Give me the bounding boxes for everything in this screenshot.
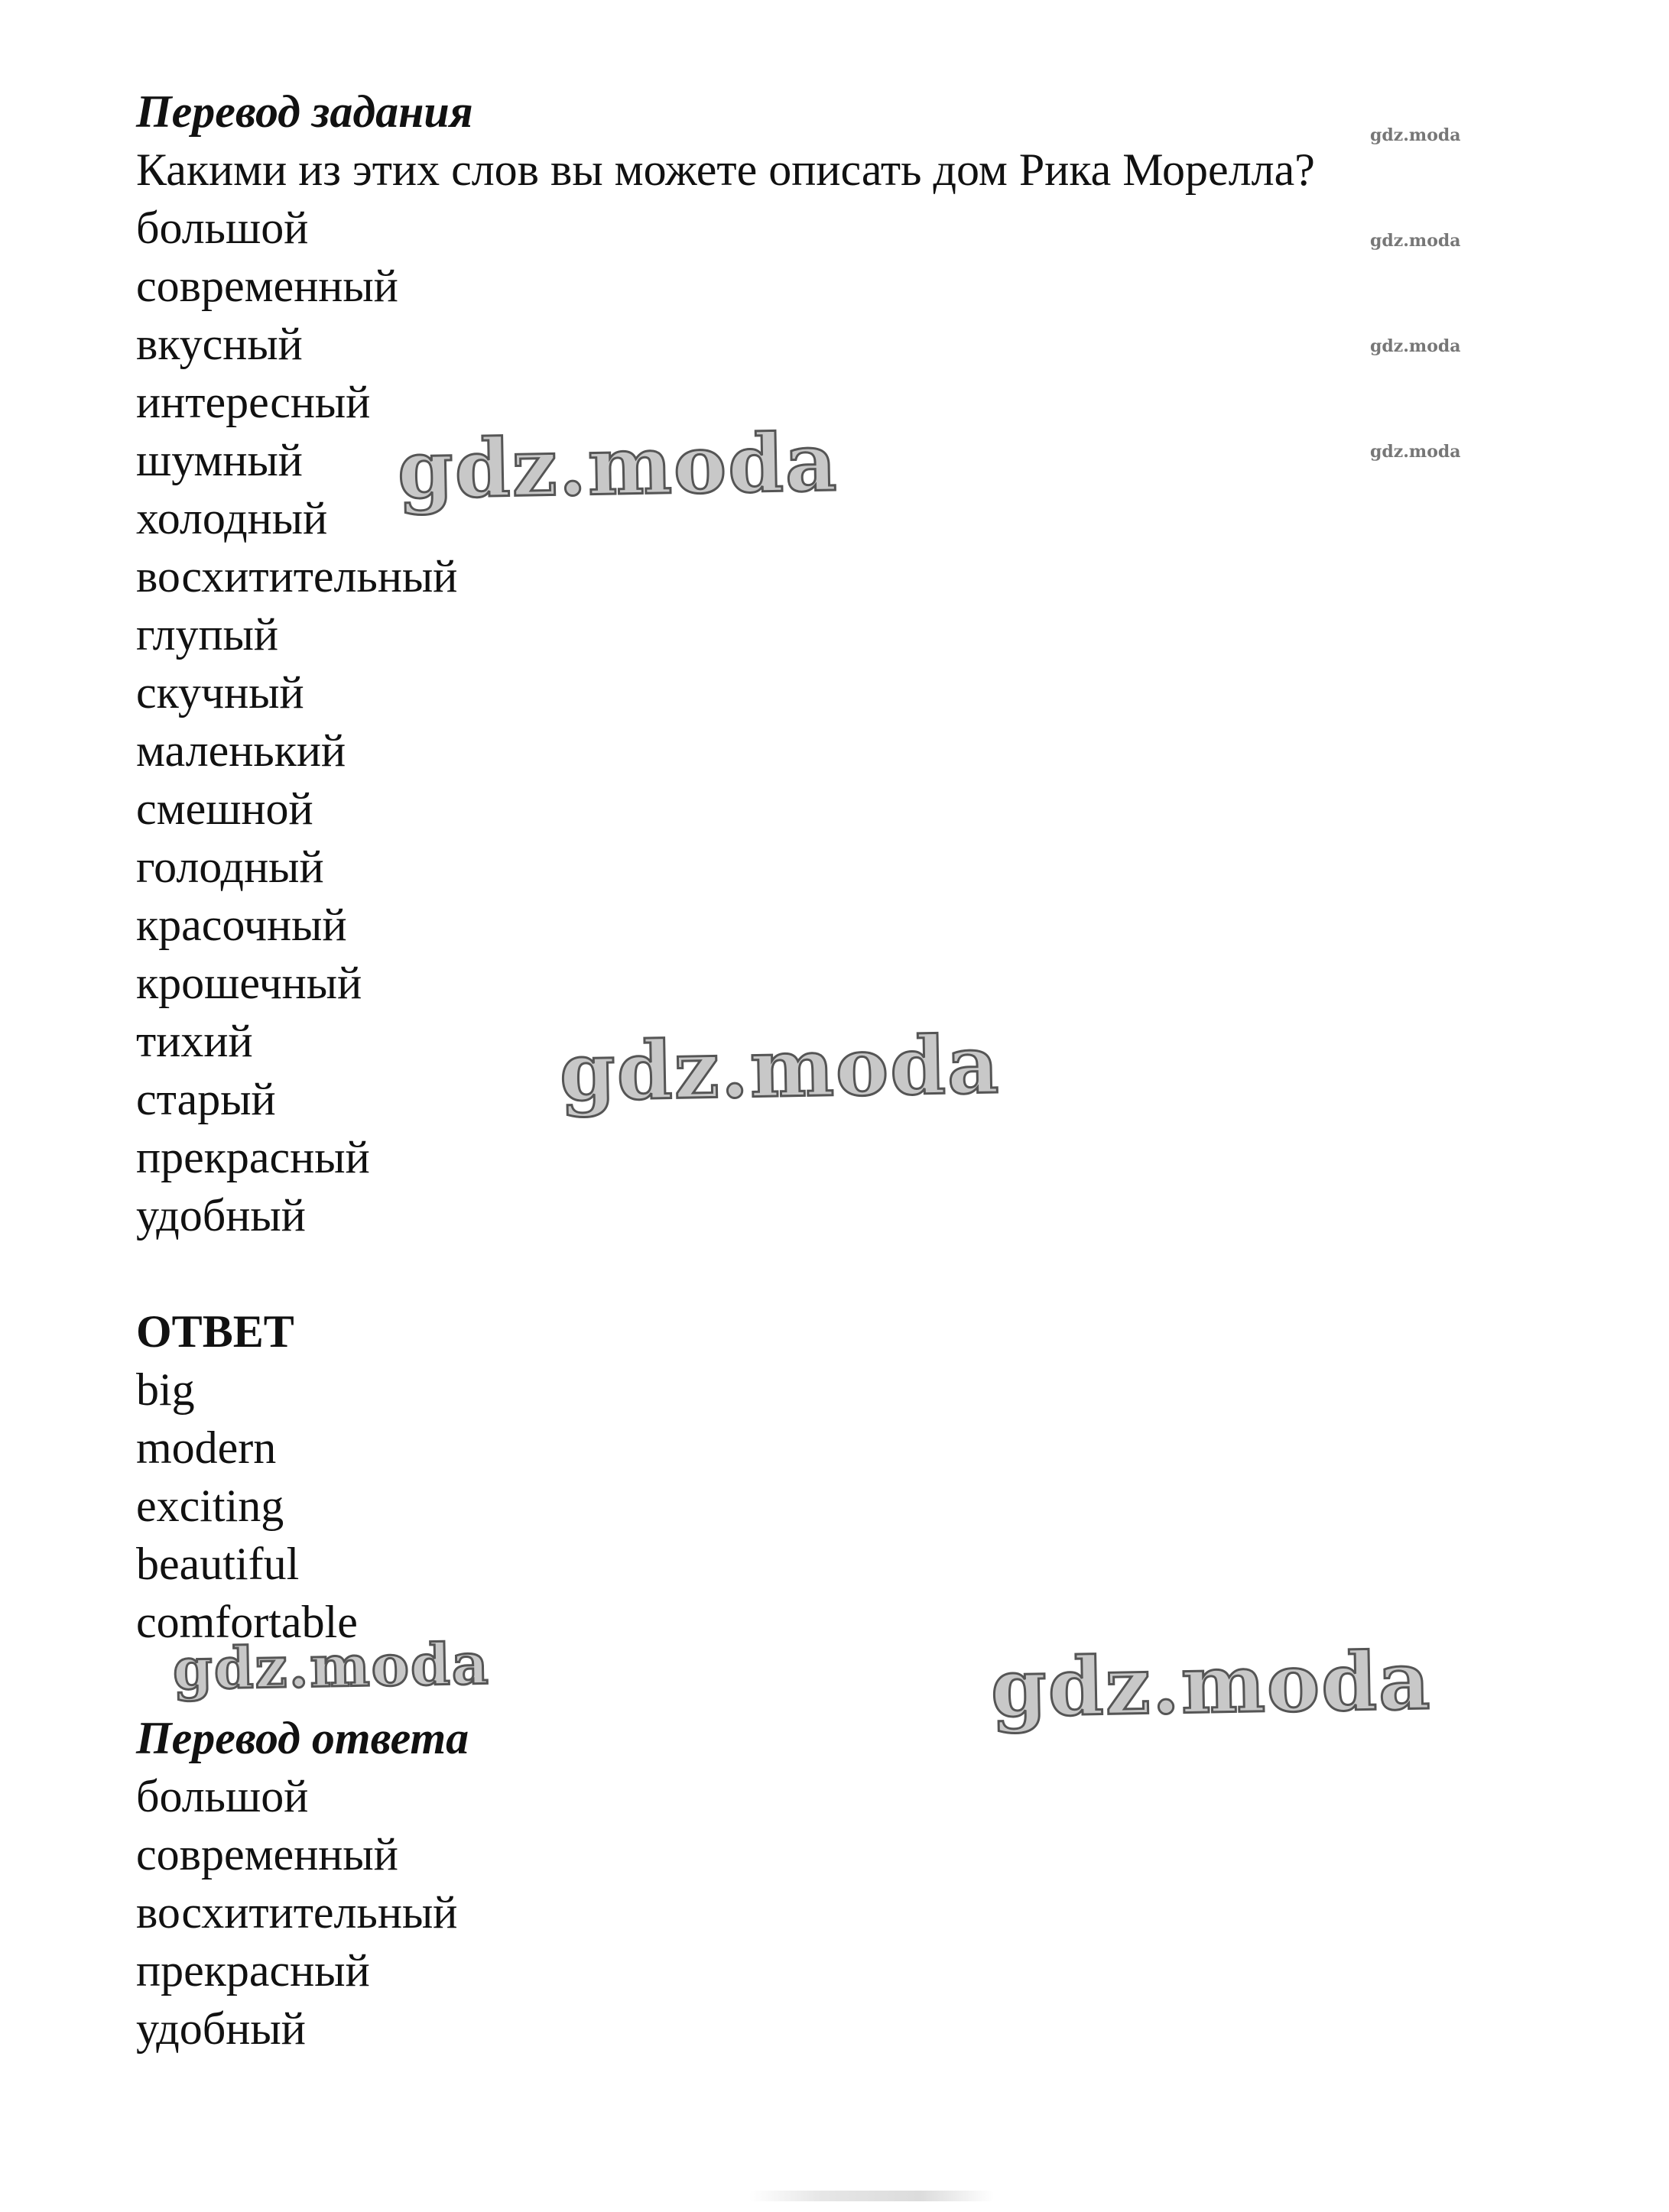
task-word: крошечный: [136, 958, 362, 1008]
task-word: старый: [136, 1074, 276, 1124]
watermark-small: gdz.moda: [1370, 336, 1461, 356]
footer-smudge: [749, 2191, 994, 2201]
section-spacer: [136, 1244, 1543, 1302]
answer-translation-word: большой: [136, 1771, 309, 1821]
watermark-large: gdz.moda: [989, 1633, 1433, 1736]
answer-heading: ОТВЕТ: [136, 1306, 294, 1357]
task-word: глупый: [136, 609, 279, 660]
watermark-medium: gdz.moda: [172, 1631, 491, 1703]
watermark-large: gdz.moda: [558, 1017, 1002, 1120]
watermark-small: gdz.moda: [1370, 125, 1461, 145]
task-word: смешной: [136, 783, 313, 834]
task-word: большой: [136, 203, 309, 253]
answer-translation-word-list: [136, 1767, 1543, 2058]
task-word: голодный: [136, 842, 324, 892]
answer-translation-heading: Перевод ответа: [136, 1713, 469, 1763]
task-word: холодный: [136, 493, 328, 543]
answer-word: big: [136, 1364, 195, 1415]
answer-translation-word: восхитительный: [136, 1887, 458, 1938]
watermark-large: gdz.moda: [396, 414, 839, 517]
task-word: маленький: [136, 725, 346, 776]
task-word: шумный: [136, 435, 303, 485]
answer-word: modern: [136, 1422, 277, 1473]
answer-word: comfortable: [136, 1597, 358, 1647]
task-word: красочный: [136, 900, 347, 950]
watermark-small: gdz.moda: [1370, 231, 1461, 251]
task-word: скучный: [136, 667, 304, 718]
task-word: удобный: [136, 1190, 306, 1241]
answer-translation-word: прекрасный: [136, 1945, 370, 1996]
task-word: вкусный: [136, 319, 303, 369]
task-word: тихий: [136, 1016, 253, 1066]
task-word: восхитительный: [136, 551, 458, 602]
answer-word-list: [136, 1361, 1543, 1651]
answer-word: exciting: [136, 1481, 284, 1531]
task-word: интересный: [136, 377, 371, 427]
task-heading: Перевод задания: [136, 86, 473, 137]
task-word: прекрасный: [136, 1132, 370, 1182]
task-word: современный: [136, 261, 398, 311]
task-question: Какими из этих слов вы можете описать дом Рика Морелла?: [136, 144, 1315, 195]
answer-word: beautiful: [136, 1539, 300, 1589]
answer-translation-word: удобный: [136, 2003, 306, 2054]
watermark-small: gdz.moda: [1370, 442, 1461, 462]
answer-translation-word: современный: [136, 1829, 398, 1880]
